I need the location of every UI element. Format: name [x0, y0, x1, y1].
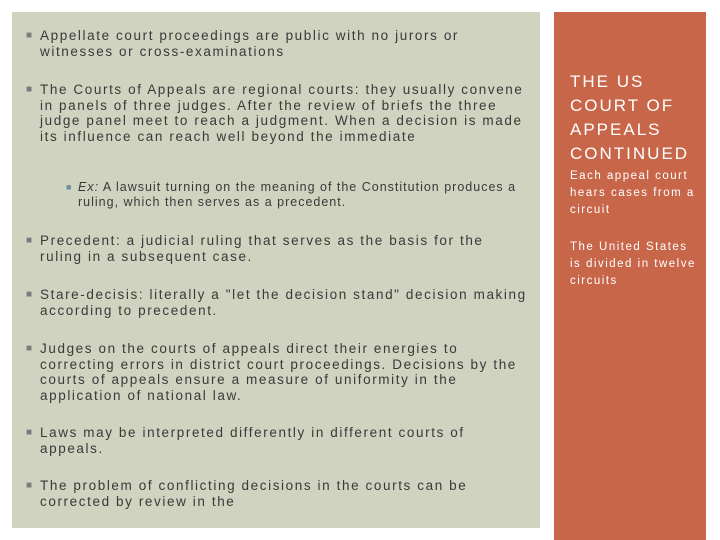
bullet-text: Precedent: a judicial ruling that serves as the basis for the ruling in a subsequent case. [40, 233, 484, 264]
side-text-item: The United States is divided in twelve circuits [570, 241, 696, 287]
bullet-text: Appellate court proceedings are public with no jurors or witnesses or cross-examinations [40, 28, 460, 59]
bullet-marker-icon: ■ [26, 84, 34, 95]
sub-bullet-item [66, 180, 518, 209]
bullet-marker-icon: ■ [26, 427, 34, 438]
bullet-item [26, 425, 528, 456]
bullet-item [26, 287, 528, 318]
content-panel [12, 12, 540, 528]
bullet-marker-icon: ■ [26, 30, 34, 41]
bullet-text: The Courts of Appeals are regional courts: they usually convene in panels of three judges. After the review of briefs the three judge panel meet to reach a judgment. When a decision is made its influence can reach well beyond the immediate [40, 82, 524, 144]
bullet-marker-icon: ■ [26, 235, 34, 246]
sub-bullet-text: A lawsuit turning on the meaning of the Constitution produces a ruling, which then serves as a precedent. [78, 180, 517, 209]
bullet-item [26, 233, 528, 264]
bullet-marker-icon: ■ [26, 289, 34, 300]
bullet-text: Laws may be interpreted differently in different courts of appeals. [40, 425, 465, 456]
example-label: Ex: [78, 180, 100, 194]
side-text-item: Each appeal court hears cases from a circuit [570, 170, 695, 216]
bullet-text: The problem of conflicting decisions in the courts can be corrected by review in the [40, 478, 468, 509]
bullet-item [26, 478, 528, 509]
bullet-text: Judges on the courts of appeals direct their energies to correcting errors in district court proceedings. Decisions by the courts of appeals ensure a measure of uniformity in the application of national law. [40, 341, 517, 403]
sub-bullet-marker-icon: ■ [66, 182, 73, 192]
bullet-text: Stare-decisis: literally a "let the decision stand" decision making according to precedent. [40, 287, 527, 318]
slide-title: THE US COURT OF APPEALS CONTINUED [570, 72, 690, 163]
bullet-item [26, 82, 528, 144]
bullet-item [26, 28, 528, 59]
bullet-item [26, 341, 528, 403]
bullet-marker-icon: ■ [26, 480, 34, 491]
side-panel [554, 12, 706, 540]
bullet-marker-icon: ■ [26, 343, 34, 354]
